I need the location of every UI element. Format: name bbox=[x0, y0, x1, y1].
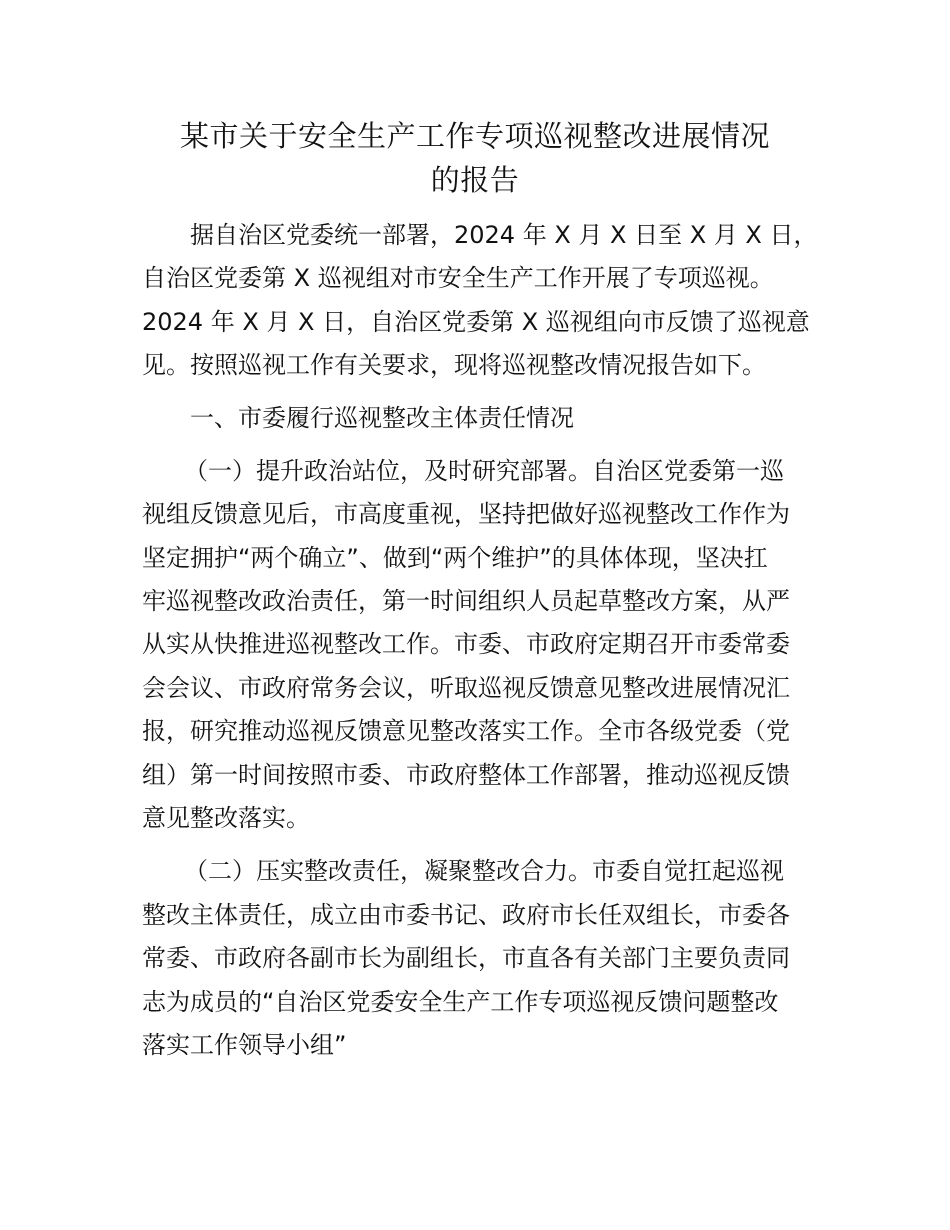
document-title-line-1: 某市关于安全生产工作专项巡视整改进展情况 bbox=[179, 119, 770, 153]
paragraph-3-line-5: 落实工作领导小组” bbox=[142, 1031, 347, 1059]
paragraph-2-line-4: 牢巡视整改政治责任，第一时间组织人员起草整改方案，从严 bbox=[142, 587, 790, 615]
paragraph-2-line-9: 意见整改落实。 bbox=[142, 804, 310, 832]
paragraph-2-line-8: 组）第一时间按照市委、市政府整体工作部署，推动巡视反馈 bbox=[142, 761, 790, 789]
paragraph-1-line-1: 据自治区党委统一部署，2024 年 X 月 X 日至 X 月 X 日， bbox=[190, 221, 818, 249]
paragraph-2-line-7: 报，研究推动巡视反馈意见整改落实工作。全市各级党委（党 bbox=[142, 717, 790, 745]
paragraph-2-line-5: 从实从快推进巡视整改工作。市委、市政府定期召开市委常委 bbox=[142, 630, 790, 658]
paragraph-1-line-4: 见。按照巡视工作有关要求，现将巡视整改情况报告如下。 bbox=[142, 351, 766, 379]
paragraph-3-line-3: 常委、市政府各副市长为副组长，市直各有关部门主要负责同 bbox=[142, 944, 790, 972]
paragraph-1-line-2: 自治区党委第 X 巡视组对市安全生产工作开展了专项巡视。 bbox=[142, 264, 774, 292]
paragraph-2-line-2: 视组反馈意见后，市高度重视，坚持把做好巡视整改工作作为 bbox=[142, 500, 790, 528]
document-title-line-2: 的报告 bbox=[430, 163, 520, 197]
paragraph-2-line-1: （一）提升政治站位，及时研究部署。自治区党委第一巡 bbox=[184, 457, 784, 485]
paragraph-1-line-3: 2024 年 X 月 X 日，自治区党委第 X 巡视组向市反馈了巡视意 bbox=[142, 308, 810, 336]
paragraph-3-line-1: （二）压实整改责任，凝聚整改合力。市委自觉扛起巡视 bbox=[184, 857, 784, 885]
paragraph-3-line-2: 整改主体责任，成立由市委书记、政府市长任双组长，市委各 bbox=[142, 901, 790, 929]
paragraph-2-line-6: 会会议、市政府常务会议，听取巡视反馈意见整改进展情况汇 bbox=[142, 674, 790, 702]
paragraph-3-line-4: 志为成员的“自治区党委安全生产工作专项巡视反馈问题整改 bbox=[142, 988, 779, 1016]
section-1-heading: 一、市委履行巡视整改主体责任情况 bbox=[190, 404, 574, 432]
paragraph-2-line-3: 坚定拥护“两个确立”、做到“两个维护”的具体体现，坚决扛 bbox=[142, 544, 768, 572]
